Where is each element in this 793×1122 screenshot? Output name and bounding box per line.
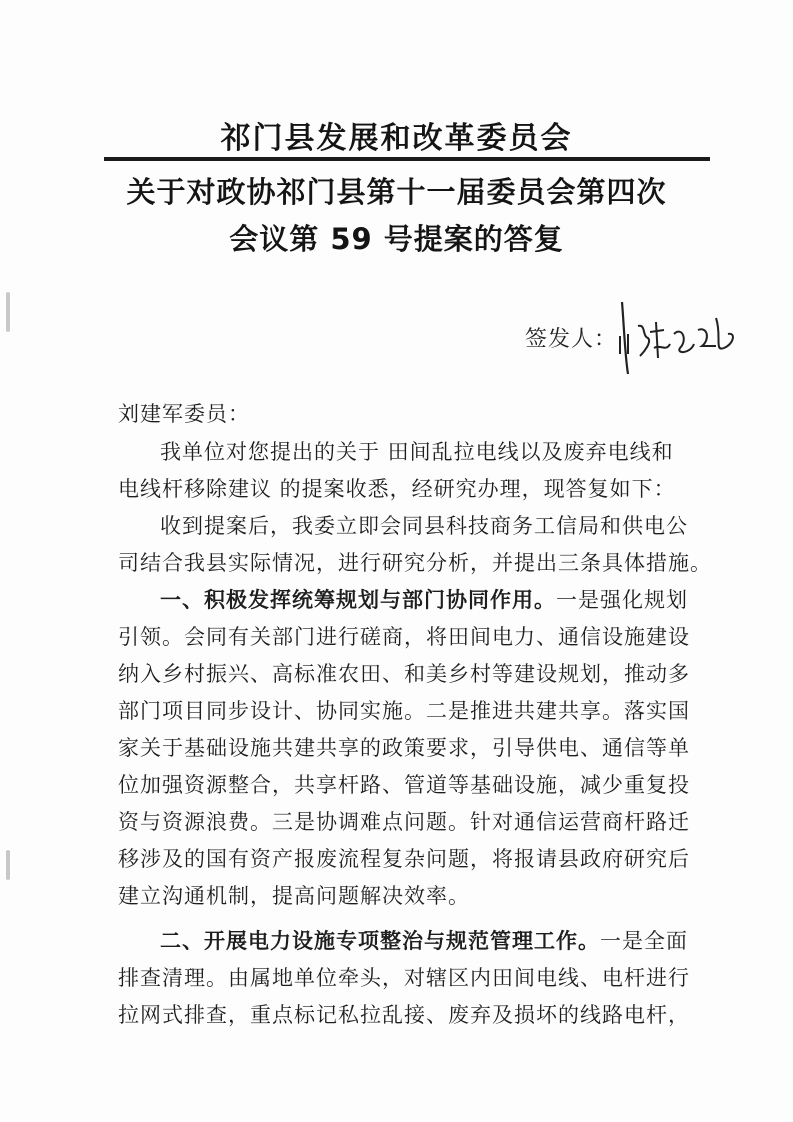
body-line: 位加强资源整合，共享杆路、管道等基础设施，减少重复投 [118,773,690,797]
body-line: 司结合我县实际情况，进行研究分析，并提出三条具体措施。 [118,551,712,575]
body-line: 引领。会同有关部门进行磋商，将田间电力、通信设施建设 [118,625,690,649]
salutation: 刘建军委员： [118,402,250,426]
body-line: 电线杆移除建议 的提案收悉，经研究办理，现答复如下： [118,477,676,501]
handwritten-signature [598,296,748,376]
document-title-line2: 会议第 59 号提案的答复 [229,222,564,256]
body-line: 移涉及的国有资产报废流程复杂问题，将报请县政府研究后 [118,847,690,871]
body-line: 部门项目同步设计、协同实施。二是推进共建共享。落实国 [118,699,690,723]
body-line: 纳入乡村振兴、高标准农田、和美乡村等建设规划，推动多 [118,662,690,686]
body-line: 收到提案后，我委立即会同县科技商务工信局和供电公 [160,514,688,538]
body-line: 家关于基础设施共建共享的政策要求，引导供电、通信等单 [118,736,690,760]
agency-title: 祁门县发展和改革委员会 [220,121,573,156]
document-title-line1: 关于对政协祁门县第十一届委员会第四次 [126,175,667,209]
body-line: 建立沟通机制，提高问题解决效率。 [118,884,470,908]
section2-first-line [160,925,688,955]
section2-lead: 一是全面 [600,929,688,953]
section1-lead: 一是强化规划 [556,588,688,612]
scan-artifact [6,850,10,880]
body-line: 排查清理。由属地单位牵头，对辖区内田间电线、电杆进行 [118,966,690,990]
red-header-rule [104,157,710,161]
body-line: 拉网式排查，重点标记私拉乱接、废弃及损坏的线路电杆， [118,1003,690,1027]
section2-heading: 二、开展电力设施专项整治与规范管理工作。 [160,929,600,953]
scan-artifact [6,292,10,332]
section1-first-line [160,584,688,614]
body-line: 我单位对您提出的关于 田间乱拉电线以及废弃电线和 [160,440,674,464]
section1-heading: 一、积极发挥统筹规划与部门协同作用。 [160,588,556,612]
signer-label: 签发人： [525,327,618,352]
body-line: 资与资源浪费。三是协调难点问题。针对通信运营商杆路迁 [118,810,690,834]
